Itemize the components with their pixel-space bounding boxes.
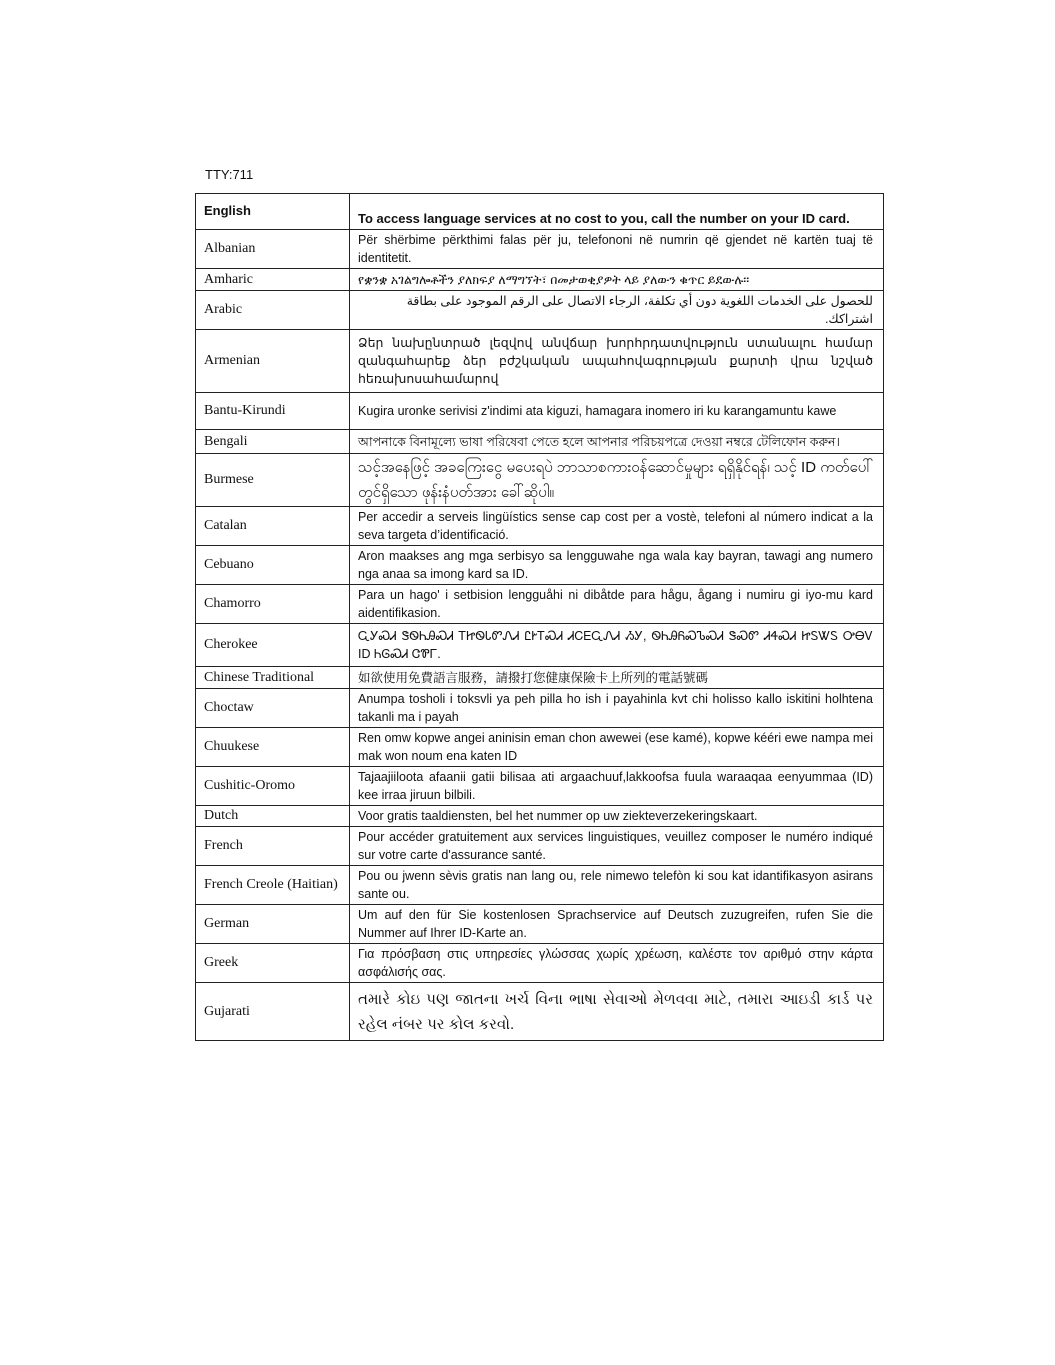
language-name: Arabic [196,291,350,330]
table-row [196,767,884,806]
language-text: የቋንቋ አገልግሎቶችን ያለክፍያ ለማግኘት፣ በመታወቂያዎት ላይ ያለውን ቁጥር ይደውሉ፡፡ [350,269,884,291]
language-text: Per accedir a serveis lingüístics sense cap cost per a vostè, telefoni al número indicat a la seva targeta d’identificació. [350,507,884,546]
language-name: Gujarati [196,983,350,1041]
table-row [196,546,884,585]
language-name: Armenian [196,330,350,393]
language-name: Cebuano [196,546,350,585]
header-text: To access language services at no cost to you, call the number on your ID card. [350,194,884,230]
table-row [196,393,884,430]
language-text: Pou ou jwenn sèvis gratis nan lang ou, rele nimewo telefòn ki sou kat idantifikasyon asirans sante ou. [350,866,884,905]
table-row [196,430,884,454]
language-name: Bengali [196,430,350,454]
language-text: Para un hago' i setbision lengguåhi ni dibåtde para hågu, ågang i numiru gi iyo-mu kard aidentifikasion. [350,585,884,624]
language-text: Anumpa tosholi i toksvli ya peh pilla ho ish i payahinla kvt chi holisso kallo iskitini holhtena takanli ma i payah [350,689,884,728]
language-name: Chinese Traditional [196,667,350,689]
language-name: Burmese [196,454,350,507]
table-row [196,330,884,393]
table-row [196,983,884,1041]
table-row [196,806,884,827]
table-row [196,667,884,689]
language-text: Voor gratis taaldiensten, bel het nummer op uw ziekteverzekeringskaart. [350,806,884,827]
language-text: Um auf den für Sie kostenlosen Sprachservice auf Deutsch zuzugreifen, rufen Sie die Nummer auf Ihrer ID-Karte an. [350,905,884,944]
language-name: Dutch [196,806,350,827]
table-row [196,944,884,983]
language-services-table [195,193,884,1041]
language-text: Aron maakses ang mga serbisyo sa lengguwahe nga wala kay bayran, tawagi ang numero nga anaa sa imong kard sa ID. [350,546,884,585]
language-text: Ren omw kopwe angei aninisin eman chon awewei (ese kamé), kopwe kééri ewe nampa mei mak won noum ena katen ID [350,728,884,767]
language-text: သင့်အနေဖြင့် အခကြေးငွေ မပေးရပဲ ဘာသာစကားဝန်ဆောင်မှုများ ရရှိနိုင်ရန်၊ သင့် ID ကတ်ပေါ်တွင်ရှိသော ဖုန်းနံပတ်အား ခေါ်ဆိုပါ။ [350,454,884,507]
table-row [196,624,884,667]
language-name: Catalan [196,507,350,546]
table-row [196,689,884,728]
table-row [196,827,884,866]
language-name: Greek [196,944,350,983]
table-row [196,269,884,291]
language-text: Για πρόσβαση στις υπηρεσίες γλώσσας χωρίς χρέωση, καλέστε τον αριθμό στην κάρτα ασφάλισής σας. [350,944,884,983]
table-row [196,905,884,944]
language-name: Chamorro [196,585,350,624]
table-header-row [196,194,884,230]
language-text: Tajaajiiloota afaanii gatii bilisaa ati argaachuuf,lakkoofsa fuula waraaqaa eenyummaa (ID) kee irraa jiruun bilbili. [350,767,884,806]
language-name: French Creole (Haitian) [196,866,350,905]
language-name: Choctaw [196,689,350,728]
language-text: Kugira uronke serivisi z'indimi ata kiguzi, hamagara inomero iri ku karangamuntu kawe [350,393,884,430]
table-row [196,507,884,546]
table-row [196,585,884,624]
table-row [196,454,884,507]
language-text: તમારે કોઇ પણ જાતના ખર્ચ વિના ભાષા સેવાઓ મેળવવા માટે, તમારા આઇડી કાર્ડ પર રહેલ નંબર પર કોલ કરવો. [350,983,884,1041]
language-name: Amharic [196,269,350,291]
table-row [196,291,884,330]
table-row [196,728,884,767]
language-text: Për shërbime përkthimi falas për ju, telefononi në numrin që gjendet në kartën tuaj të identitetit. [350,230,884,269]
tty-label: TTY:711 [205,167,254,182]
language-text: ᏩᎩᏍᏗ ᏕᏫᏂᎯᏍᏗ ᎢᏥᏫᏓᏛᏁᏗ ᏝᎨᎢᏍᏗ ᏗᏟᎬᏩᏁᏗ ᏱᎩ, ᏫᏂᎯᏲᏍᏖᏍᏗ ᏕᏍᏛ ᏗᏎᏍᏗ ᏥᏚᏔᏚ ᎤᎾᏙ ID ᏂᎶᏍᏗ ᏣᏈᎱ. [350,624,884,667]
table-row [196,866,884,905]
language-text: আপনাকে বিনামূল্যে ভাষা পরিষেবা পেতে হলে আপনার পরিচয়পত্রে দেওয়া নম্বরে টেলিফোন করুন। [350,430,884,454]
language-text: للحصول على الخدمات اللغوية دون أي تكلفة، الرجاء الاتصال على الرقم الموجود على بطاقة اشتراكك. [350,291,884,330]
language-text: Ձեր նախընտրած լեզվով անվճար խորհրդատվություն ստանալու համար զանգահարեք ձեր բժշկական ապահովագրության քարտի վրա նշված հեռախոսահամարով [350,330,884,393]
language-name: Chuukese [196,728,350,767]
table-row [196,230,884,269]
language-name: Bantu-Kirundi [196,393,350,430]
header-language: English [196,194,350,230]
language-text: Pour accéder gratuitement aux services linguistiques, veuillez composer le numéro indiqué sur votre carte d'assurance santé. [350,827,884,866]
language-name: Cherokee [196,624,350,667]
language-name: Albanian [196,230,350,269]
language-name: French [196,827,350,866]
language-name: German [196,905,350,944]
language-name: Cushitic-Oromo [196,767,350,806]
language-text: 如欲使用免費語言服務，請撥打您健康保險卡上所列的電話號碼 [350,667,884,689]
